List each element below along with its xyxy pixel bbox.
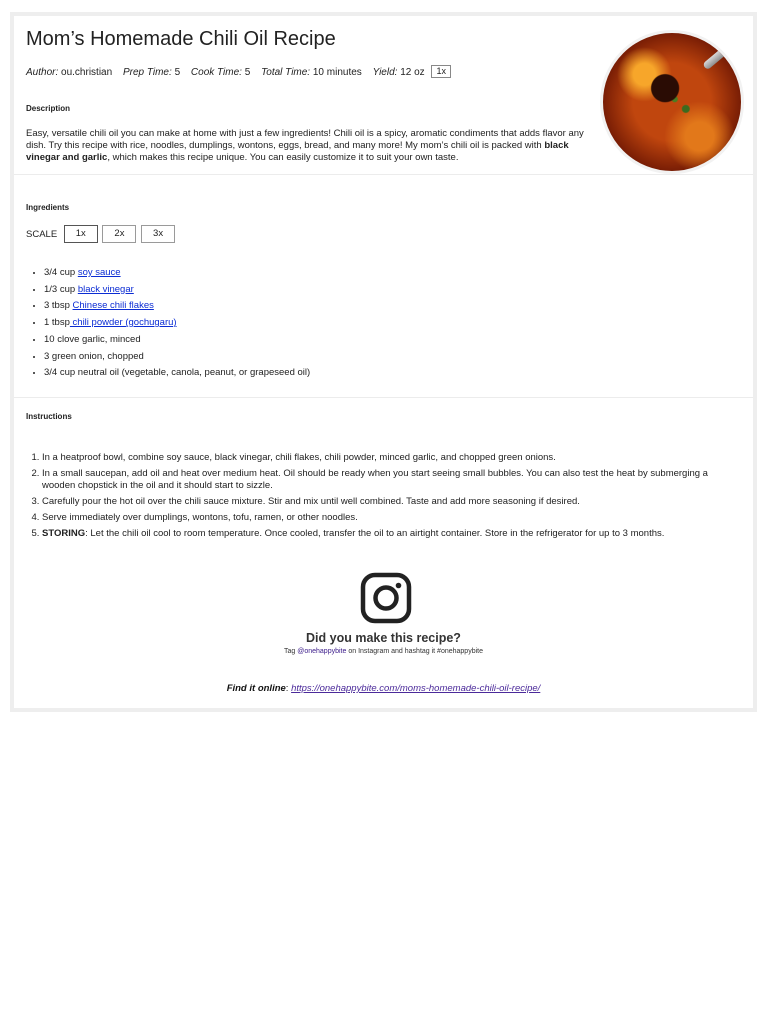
ingredient-item	[44, 315, 310, 332]
recipe-meta	[26, 65, 451, 78]
spoon-shape	[702, 44, 732, 71]
recipe-title: Mom’s Homemade Chili Oil Recipe	[26, 28, 336, 50]
description-text	[26, 128, 586, 164]
ingredients-section	[14, 175, 753, 398]
yield-scale-button[interactable]: 1x	[431, 65, 451, 78]
ingredients-heading: Ingredients	[26, 203, 70, 212]
find-label: Find it online	[226, 683, 286, 694]
cta-tag-text	[14, 648, 753, 655]
description-bold: black vinegar and garlic	[26, 140, 569, 163]
author-value: ou.christian	[61, 67, 113, 78]
find-online	[14, 683, 753, 694]
prep-label: Prep Time:	[122, 67, 172, 78]
scale-2x-button[interactable]: 2x	[102, 225, 136, 243]
cook-value: 5	[244, 67, 251, 78]
tag-after: on Instagram and hashtag it #onehappybite	[346, 648, 483, 655]
description-heading: Description	[26, 104, 71, 113]
scale-control	[26, 225, 177, 243]
ingredient-qty: 3/4 cup	[44, 267, 78, 278]
ingredient-item: • 3/4 cup neutral oil (vegetable, canola, peanut, or grapeseed oil)	[44, 365, 310, 382]
find-sep: :	[285, 683, 292, 694]
ingredient-link-soy-sauce[interactable]: soy sauce	[77, 267, 121, 278]
instagram-handle-link[interactable]: @onehappybite	[297, 648, 347, 655]
instructions-list	[28, 452, 732, 544]
ingredient-qty: 3 tbsp	[44, 300, 73, 312]
description-part-2: , which makes this recipe unique. You can easily customize it to suit your own taste.	[107, 152, 459, 163]
instruction-step: 1. In a heatproof bowl, combine soy sauce, black vinegar, chili flakes, chili powder, minced garlic, and chopped green onions.	[42, 452, 732, 464]
ingredient-item: • 10 clove garlic, minced	[44, 332, 310, 349]
recipe-card	[10, 12, 757, 712]
scale-1x-button[interactable]: 1x	[64, 225, 98, 243]
instruction-step: 3. Carefully pour the hot oil over the chili sauce mixture. Stir and mix until well combined. Taste and add more seasoning if desired.	[42, 496, 732, 508]
prep-value: 5	[174, 67, 181, 78]
yield-label: Yield:	[372, 67, 398, 78]
ingredient-qty: 1/3 cup	[44, 283, 78, 295]
ingredient-qty: 1 tbsp	[44, 317, 70, 329]
ingredient-link-black-vinegar[interactable]: black vinegar	[77, 283, 134, 295]
scale-3x-button[interactable]: 3x	[141, 225, 175, 243]
instructions-heading: Instructions	[26, 412, 72, 421]
cook-label: Cook Time:	[190, 67, 242, 78]
recipe-photo	[600, 30, 744, 174]
ingredient-link-chili-flakes[interactable]: Chinese chili flakes	[72, 300, 154, 312]
yield-value: 12 oz	[400, 67, 425, 78]
ingredient-link-chili-powder[interactable]: chili powder (gochugaru)	[69, 317, 177, 329]
scale-label: SCALE	[26, 228, 58, 240]
instagram-icon[interactable]	[360, 572, 412, 624]
ingredient-item: • 3 green onion, chopped	[44, 349, 310, 366]
instructions-section	[14, 398, 753, 708]
description-part-1: Easy, versatile chili oil you can make at home with just a few ingredients! Chili oil is a spicy, aromatic condiments that adds flavor any dish. Try this recipe with rice, noodles, dumplings, wontons, eggs, bread, and many more! My mom’s chili oil is packed with	[26, 128, 584, 151]
step-bold: STORING	[42, 527, 86, 539]
cta-title: Did you make this recipe?	[306, 631, 461, 645]
tag-before: Tag	[284, 648, 298, 655]
recipe-url-link[interactable]: https://onehappybite.com/moms-homemade-chili-oil-recipe/	[291, 683, 541, 694]
recipe-header	[14, 16, 753, 175]
ingredients-list	[28, 265, 310, 382]
instruction-step: 4. Serve immediately over dumplings, wontons, tofu, ramen, or other noodles.	[42, 512, 732, 524]
step-text: : Let the chili oil cool to room temperature. Once cooled, transfer the oil to an airtight container. Store in the refrigerator for up to 3 months.	[85, 527, 665, 539]
total-label: Total Time:	[261, 67, 311, 78]
total-value: 10 minutes	[312, 67, 362, 78]
ingredient-item	[44, 265, 310, 282]
instruction-step	[42, 528, 732, 540]
ingredient-item	[44, 282, 310, 299]
ingredient-item	[44, 298, 310, 315]
author-label: Author:	[26, 67, 59, 78]
instruction-step: 2. In a small saucepan, add oil and heat over medium heat. Oil should be ready when you start seeing small bubbles. You can also test the heat by submerging a wooden chopstick in the oil and it should start to sizzle.	[42, 468, 732, 491]
